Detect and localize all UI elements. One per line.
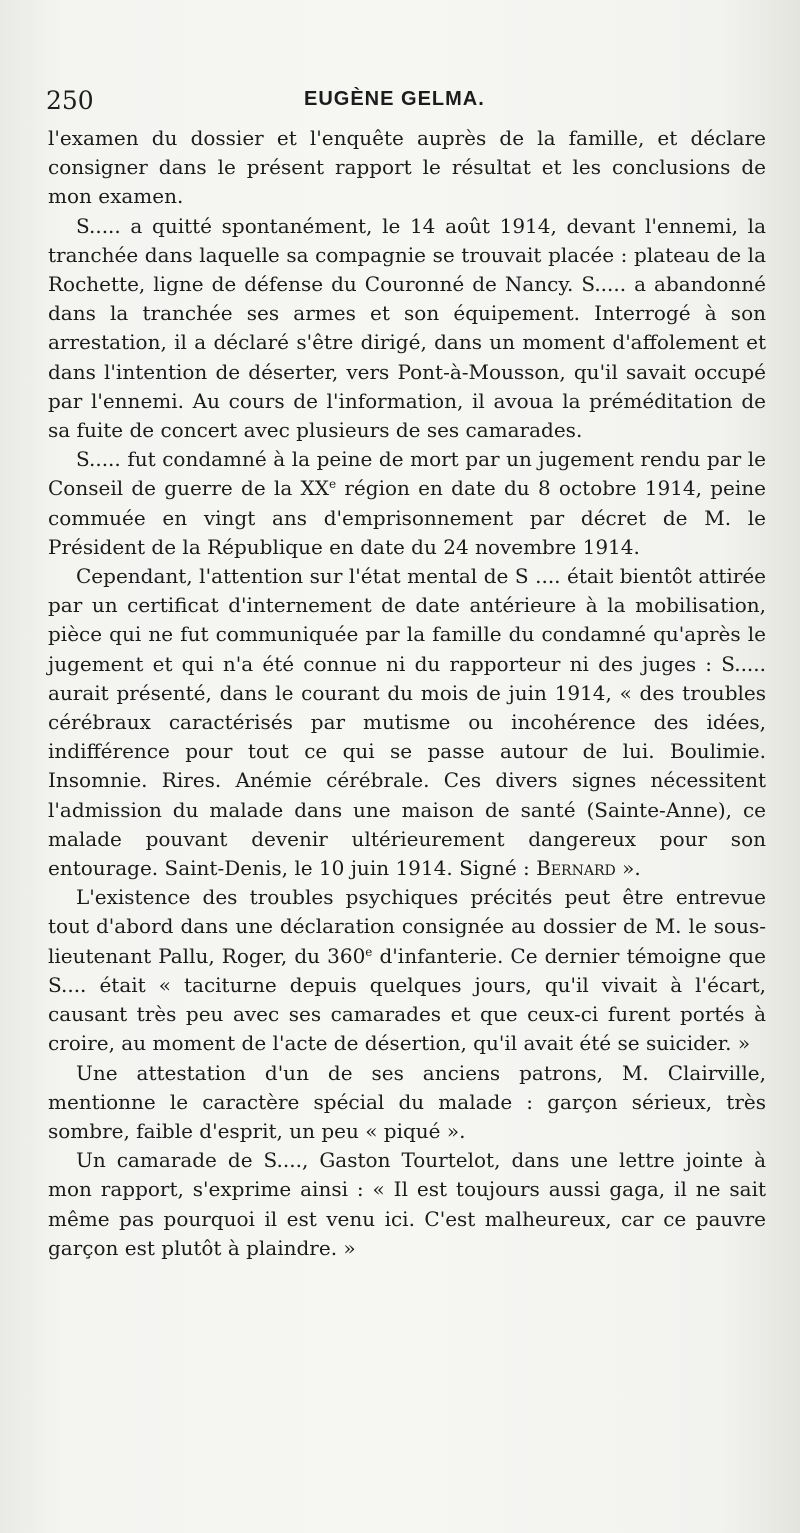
paragraph-letter: Un camarade de S...., Gaston Tourtelot, dans une lettre jointe à mon rapport, s'exprime ainsi : « Il est toujours aussi gaga, il ne sait même pas pourquoi il est venu ici. C'est malheureux, car ce pauvre garçon est plutôt à plaindre. » [48,1148,766,1260]
paragraph-desertion: S..... a quitté spontanément, le 14 août 1914, devant l'ennemi, la tranchée dans laquelle sa compagnie se trouvait placée : plateau de la Rochette, ligne de défense du Couronné de Nancy. S..... a abandonné dans la tranchée ses armes et son équipement. Interrogé à son arrestation, il a déclaré s'être dirigé, dans un moment d'affolement et dans l'intention de déserter, vers Pont-à-Mousson, qu'il savait occupé par l'ennemi. Au cours de l'information, il avoua la préméditation de sa fuite de concert avec plusieurs de ses camarades. [48,213,766,443]
paragraph-declaration-text-b: d'infanterie. Ce dernier témoigne que S.... était « taciturne depuis quelques jours, qu'il vivait à l'écart, causant très peu avec ses camarades et que ceux-ci furent portés à croire, au moment de l'acte de désertion, qu'il avait été se suicider. » [48,943,766,1056]
body-text [48,124,766,1263]
signatory-name: Bernard [536,856,616,881]
superscript-e: e [329,477,337,492]
paragraph-certificate [48,562,766,883]
paragraph-condemnation-text-a: S..... fut condamné à la peine de mort par un jugement rendu par le Conseil de guerre de la XX [48,447,766,501]
paragraph-condemnation-text-b: région en date du 8 octobre 1914, peine commuée en vingt ans d'emprisonnement par décret de M. le Président de la République en date du 24 novembre 1914. [48,476,766,559]
page-number: 250 [46,86,94,115]
paragraph-declaration [48,883,766,1058]
paragraph-continuation: l'examen du dossier et l'enquête auprès de la famille, et déclare consigner dans le présent rapport le résultat et les conclusions de mon examen. [48,126,766,209]
paragraph-certificate-text-a: Cependant, l'attention sur l'état mental de S .... était bientôt attirée par un certificat d'internement de date antérieure à la mobilisation, pièce qui ne fut communiquée par la famille du condamné qu'après le jugement et qui n'a été connue ni du rapporteur ni des juges : S..... aurait présenté, dans le courant du mois de juin 1914, « des troubles cérébraux caractérisés par mutisme ou incohérence des idées, indifférence pour tout ce qui se passe autour de lui. Boulimie. Insomnie. Rires. Anémie cérébrale. Ces divers signes nécessitent l'admission du malade dans une maison de santé (Sainte-Anne), ce malade pouvant devenir ultérieurement dangereux pour son entourage. Saint-Denis, le 10 juin 1914. Signé : [48,564,766,881]
superscript-e: e [365,944,373,959]
paragraph-declaration-text-a: L'existence des troubles psychiques précités peut être entrevue tout d'abord dans une déclaration consignée au dossier de M. le sous-lieutenant Pallu, Roger, du 360 [48,885,766,968]
paragraph-condemnation [48,445,766,562]
paragraph-attestation: Une attestation d'un de ses anciens patrons, M. Clairville, mentionne le caractère spécial du malade : garçon sérieux, très sombre, faible d'esprit, un peu « piqué ». [48,1060,766,1143]
paragraph-certificate-text-b: ». [615,856,641,881]
running-head: EUGÈNE GELMA. [304,88,485,110]
page-header [46,86,756,116]
